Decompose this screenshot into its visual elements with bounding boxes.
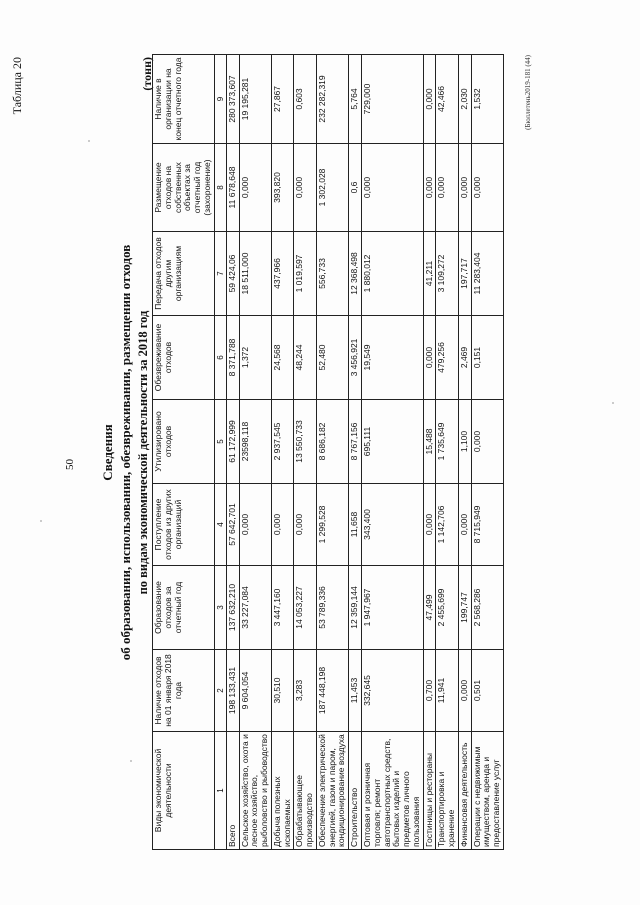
value-cell: 3,283 bbox=[294, 650, 317, 732]
value-cell: 2 937,545 bbox=[271, 400, 294, 484]
column-number: 6 bbox=[214, 316, 226, 400]
value-cell: 3 447,160 bbox=[271, 566, 294, 650]
value-cell: 695,111 bbox=[361, 400, 423, 484]
value-cell: 0,6 bbox=[349, 144, 362, 232]
value-cell: 0,000 bbox=[423, 144, 436, 232]
value-cell: 11,941 bbox=[436, 650, 459, 732]
table-row bbox=[423, 55, 436, 850]
value-cell: 2,469 bbox=[458, 316, 471, 400]
value-cell: 53 789,336 bbox=[316, 566, 348, 650]
value-cell: 13 550,733 bbox=[294, 400, 317, 484]
value-cell: 47,499 bbox=[423, 566, 436, 650]
value-cell: 0,000 bbox=[458, 144, 471, 232]
value-cell: 729,000 bbox=[361, 55, 423, 144]
table-row bbox=[458, 55, 471, 850]
table-row bbox=[436, 55, 459, 850]
value-cell: 18 511,000 bbox=[239, 232, 271, 316]
value-cell: 9 604,054 bbox=[239, 650, 271, 732]
header-start-balance: Наличие отходов на 01 января 2018 года bbox=[153, 650, 215, 732]
value-cell: 1,532 bbox=[471, 55, 503, 144]
column-number: 3 bbox=[214, 566, 226, 650]
value-cell: 0,000 bbox=[423, 316, 436, 400]
value-cell: 197,717 bbox=[458, 232, 471, 316]
table-row bbox=[294, 55, 317, 850]
value-cell: 187 448,198 bbox=[316, 650, 348, 732]
header-transferred: Передача отходов другим организациям bbox=[153, 232, 215, 316]
value-cell: 14 053,227 bbox=[294, 566, 317, 650]
column-number: 7 bbox=[214, 232, 226, 316]
value-cell: 52,480 bbox=[316, 316, 348, 400]
value-cell: 280 373,607 bbox=[226, 55, 239, 144]
value-cell: 12 359,144 bbox=[349, 566, 362, 650]
value-cell: 343,400 bbox=[361, 484, 423, 566]
value-cell: 0,000 bbox=[294, 144, 317, 232]
waste-statistics-table bbox=[152, 54, 504, 850]
table-row bbox=[361, 55, 423, 850]
value-cell: 5,764 bbox=[349, 55, 362, 144]
value-cell: 3 456,921 bbox=[349, 316, 362, 400]
document-subtitle-period: по видам экономической деятельности за 2018 год bbox=[136, 310, 150, 595]
value-cell: 3 109,272 bbox=[436, 232, 459, 316]
activity-name-cell: Обрабатывающее производство bbox=[294, 732, 317, 850]
table-row bbox=[226, 55, 239, 850]
column-number: 9 bbox=[214, 55, 226, 144]
value-cell: 0,000 bbox=[458, 650, 471, 732]
value-cell: 8 715,949 bbox=[471, 484, 503, 566]
value-cell: 24,568 bbox=[271, 316, 294, 400]
footer-code: (Бюллетень2019-181 (44) bbox=[524, 55, 532, 130]
header-end-balance: Наличие в организации на конец отчетного года bbox=[153, 55, 215, 144]
activity-name-cell: Транспортировка и хранение bbox=[436, 732, 459, 850]
activity-name-cell: Строительство bbox=[349, 732, 362, 850]
value-cell: 1 299,528 bbox=[316, 484, 348, 566]
value-cell: 0,000 bbox=[471, 144, 503, 232]
value-cell: 19 195,281 bbox=[239, 55, 271, 144]
value-cell: 8 371,788 bbox=[226, 316, 239, 400]
value-cell: 0,501 bbox=[471, 650, 503, 732]
value-cell: 0,151 bbox=[471, 316, 503, 400]
value-cell: 11,658 bbox=[349, 484, 362, 566]
value-cell: 23598,118 bbox=[239, 400, 271, 484]
value-cell: 556,733 bbox=[316, 232, 348, 316]
value-cell: 42,466 bbox=[436, 55, 459, 144]
header-activity: Виды экономической деятельности bbox=[153, 732, 215, 850]
value-cell: 0,000 bbox=[436, 144, 459, 232]
table-row bbox=[239, 55, 271, 850]
value-cell: 393,820 bbox=[271, 144, 294, 232]
table-number: Таблица 20 bbox=[10, 57, 24, 115]
value-cell: 8 767,156 bbox=[349, 400, 362, 484]
value-cell: 1,372 bbox=[239, 316, 271, 400]
value-cell: 479,256 bbox=[436, 316, 459, 400]
header-received: Поступление отходов из других организаций bbox=[153, 484, 215, 566]
column-number: 8 bbox=[214, 144, 226, 232]
value-cell: 2,030 bbox=[458, 55, 471, 144]
value-cell: 8 686,182 bbox=[316, 400, 348, 484]
value-cell: 1 142,706 bbox=[436, 484, 459, 566]
value-cell: 1 302,028 bbox=[316, 144, 348, 232]
value-cell: 0,700 bbox=[423, 650, 436, 732]
value-cell: 12 368,498 bbox=[349, 232, 362, 316]
value-cell: 15,488 bbox=[423, 400, 436, 484]
header-generated: Образование отходов за отчетный год bbox=[153, 566, 215, 650]
value-cell: 0,000 bbox=[239, 484, 271, 566]
value-cell: 33 227,084 bbox=[239, 566, 271, 650]
value-cell: 41,211 bbox=[423, 232, 436, 316]
value-cell: 1 735,649 bbox=[436, 400, 459, 484]
value-cell: 48,244 bbox=[294, 316, 317, 400]
value-cell: 1 947,967 bbox=[361, 566, 423, 650]
value-cell: 0,000 bbox=[458, 484, 471, 566]
document-subtitle: об образовании, использовании, обезвреживании, размещении отходов bbox=[118, 244, 133, 661]
activity-name-cell: Гостиницы и рестораны bbox=[423, 732, 436, 850]
column-number: 5 bbox=[214, 400, 226, 484]
table-header-row bbox=[153, 55, 215, 850]
column-number-row bbox=[214, 55, 226, 850]
value-cell: 0,000 bbox=[423, 484, 436, 566]
table-row bbox=[471, 55, 503, 850]
table-row bbox=[271, 55, 294, 850]
value-cell: 61 172,999 bbox=[226, 400, 239, 484]
value-cell: 0,000 bbox=[239, 144, 271, 232]
value-cell: 59 424,06 bbox=[226, 232, 239, 316]
value-cell: 332,645 bbox=[361, 650, 423, 732]
value-cell: 0,000 bbox=[294, 484, 317, 566]
value-cell: 0,000 bbox=[271, 484, 294, 566]
value-cell: 11 283,404 bbox=[471, 232, 503, 316]
activity-name-cell: Сельское хозяйство, охота и лесное хозяйство, рыболовство и рыбоводство bbox=[239, 732, 271, 850]
document-title: Сведения bbox=[100, 424, 115, 481]
value-cell: 1,100 bbox=[458, 400, 471, 484]
header-neutralized: Обезвреживание отходов bbox=[153, 316, 215, 400]
activity-name-cell: Финансовая деятельность bbox=[458, 732, 471, 850]
activity-name-cell: Добыча полезных ископаемых bbox=[271, 732, 294, 850]
activity-name-cell: Всего bbox=[226, 732, 239, 850]
header-utilized: Утилизировано отходов bbox=[153, 400, 215, 484]
page-number: 50 bbox=[64, 459, 76, 470]
value-cell: 27,867 bbox=[271, 55, 294, 144]
activity-name-cell: Оптовая и розничная торговля; ремонт автотранспортных средств, бытовых изделий и предметов личного пользования bbox=[361, 732, 423, 850]
value-cell: 232 282,319 bbox=[316, 55, 348, 144]
rotated-document bbox=[10, 55, 532, 850]
activity-name-cell: Обеспечение электрической энергией, газом и паром, кондиционирование воздуха bbox=[316, 732, 348, 850]
column-number: 2 bbox=[214, 650, 226, 732]
value-cell: 30,510 bbox=[271, 650, 294, 732]
value-cell: 2 568,286 bbox=[471, 566, 503, 650]
value-cell: 2 455,699 bbox=[436, 566, 459, 650]
value-cell: 198 133,431 bbox=[226, 650, 239, 732]
header-disposed: Размещение отходов на собственных объектах за отчетный год (захоронение) bbox=[153, 144, 215, 232]
value-cell: 0,603 bbox=[294, 55, 317, 144]
column-number: 1 bbox=[214, 732, 226, 850]
value-cell: 0,000 bbox=[423, 55, 436, 144]
value-cell: 199,747 bbox=[458, 566, 471, 650]
value-cell: 437,966 bbox=[271, 232, 294, 316]
value-cell: 0,000 bbox=[471, 400, 503, 484]
table-row bbox=[316, 55, 348, 850]
unit-label: (тонн) bbox=[140, 57, 154, 91]
value-cell: 11 678,648 bbox=[226, 144, 239, 232]
value-cell: 57 642,701 bbox=[226, 484, 239, 566]
value-cell: 1 880,012 bbox=[361, 232, 423, 316]
activity-name-cell: Операции с недвижимым имуществом, аренда и предоставление услуг bbox=[471, 732, 503, 850]
value-cell: 1 019,597 bbox=[294, 232, 317, 316]
value-cell: 0,000 bbox=[361, 144, 423, 232]
column-number: 4 bbox=[214, 484, 226, 566]
value-cell: 11,453 bbox=[349, 650, 362, 732]
value-cell: 19,549 bbox=[361, 316, 423, 400]
table-row bbox=[349, 55, 362, 850]
value-cell: 137 632,210 bbox=[226, 566, 239, 650]
